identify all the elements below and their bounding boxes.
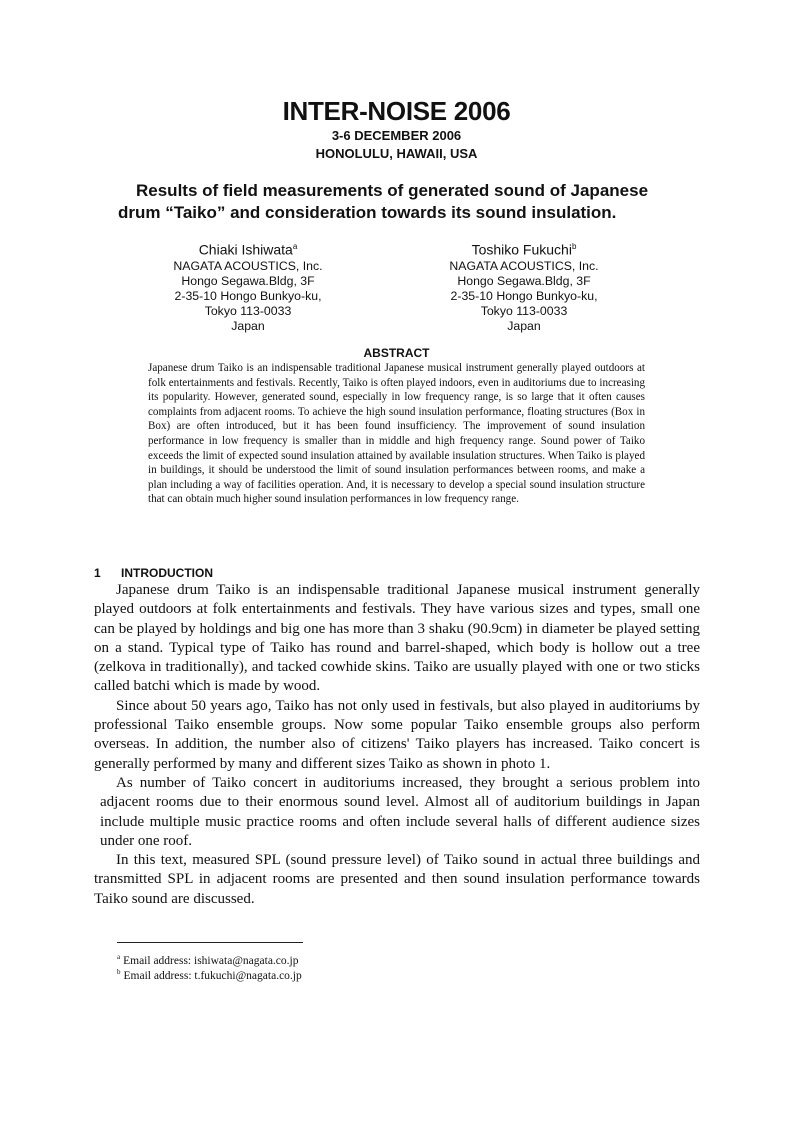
author-affiliation-line: Hongo Segawa.Bldg, 3F: [457, 273, 591, 288]
section-number: 1: [94, 566, 101, 580]
author-affiliation-line: NAGATA ACOUSTICS, Inc.: [449, 258, 599, 273]
author-affiliation-line: Tokyo 113-0033: [480, 304, 568, 319]
author-mark: b: [571, 242, 577, 251]
author-affiliation-line: Japan: [507, 319, 541, 334]
conference-title: INTER-NOISE 2006: [282, 96, 511, 126]
paper-title: [110, 180, 690, 224]
section-title: INTRODUCTION: [121, 566, 213, 580]
footnote-mark: b: [117, 968, 121, 976]
paragraph: In this text, measured SPL (sound pressure level) of Taiko sound in actual three buildings and transmitted SPL in adjacent rooms are presented and then sound insulation performance towards Taiko sound are discussed.: [94, 852, 700, 907]
author-affiliation-line: 2-35-10 Hongo Bunkyo-ku,: [174, 289, 322, 304]
footnote: [117, 965, 302, 983]
paragraph: Since about 50 years ago, Taiko has not only used in festivals, but also played in auditoriums by professional Taiko ensemble groups. Now some popular Taiko ensemble groups also perform overseas. In addition, the number also of citizens' Taiko players has increased. Taiko concert is generally performed by many and different sizes Taiko as shown in photo 1.: [94, 697, 700, 772]
footnote-text: Email address: ishiwata@nagata.co.jp: [123, 954, 299, 967]
paragraph: As number of Taiko concert in auditoriums increased, they brought a serious problem into adjacent rooms due to their enormous sound level. Almost all of auditorium buildings in Japan include multiple music practice rooms and often include several halls of different audience sizes under one roof.: [100, 774, 700, 849]
author-affiliation-line: NAGATA ACOUSTICS, Inc.: [173, 258, 323, 273]
author-affiliation-line: 2-35-10 Hongo Bunkyo-ku,: [450, 289, 598, 304]
footnote-divider: [117, 942, 303, 943]
paper-title-line: drum “Taiko” and consideration towards its sound insulation.: [118, 203, 617, 222]
conference-dates: 3-6 DECEMBER 2006: [331, 128, 462, 143]
author-block: [424, 238, 624, 335]
author-name: Chiaki Ishiwata$^a$: [198, 241, 298, 258]
footnote-mark: a: [117, 953, 121, 961]
author-affiliation-line: Tokyo 113-0033: [204, 304, 292, 319]
footnote-text: Email address: t.fukuchi@nagata.co.jp: [123, 969, 302, 982]
introduction-body: [94, 581, 700, 909]
paper-title-line: Results of field measurements of generated sound of Japanese: [136, 181, 649, 200]
paragraph: Japanese drum Taiko is an indispensable traditional Japanese musical instrument generally played outdoors at folk entertainments and festivals. They have various sizes and types, small one can be played by holdings and big one has more than 3 shaku (90.9cm) in diameter be played setting on a stand. Typical type of Taiko has round and barrel-shaped, which body is hollow out a tree (zelkova in traditionally), and tacked cowhide skins. Taiko are usually played with one or two sticks called batchi which is made by wood.: [94, 582, 700, 695]
author-name: Toshiko Fukuchi$^b$: [471, 241, 577, 258]
author-affiliation-line: Japan: [231, 319, 265, 334]
conference-location: HONOLULU, HAWAII, USA: [315, 146, 478, 161]
author-affiliation-line: Hongo Segawa.Bldg, 3F: [181, 273, 315, 288]
author-block: [148, 238, 348, 335]
section-heading: [94, 566, 213, 580]
abstract-text: Japanese drum Taiko is an indispensable traditional Japanese musical instrument generally played outdoors at folk entertainments and festivals. Recently, Taiko is often played indoors, even in auditoriums due to increasing its popularity. However, generated sound, especially in low frequency range, is so large that it often causes complaints from adjacent rooms. To achieve the high sound insulation performance, floating structures (Box in Box) are often introduced, but it has been found insufficiency. The improvement of sound insulation performance in low frequency is smaller than in middle and high frequency range. Sound power of Taiko exceeds the limit of expected sound insulation attained by available insulation structures. When Taiko is played in buildings, it should be understood the limit of sound insulation performances between rooms, and make a plan including a way of facilities operation. And, it is necessary to develop a special sound insulation structure that can obtain much higher sound insulation performances in low frequency range.: [148, 362, 645, 506]
abstract-heading: ABSTRACT: [363, 346, 430, 360]
author-mark: a: [292, 242, 298, 251]
